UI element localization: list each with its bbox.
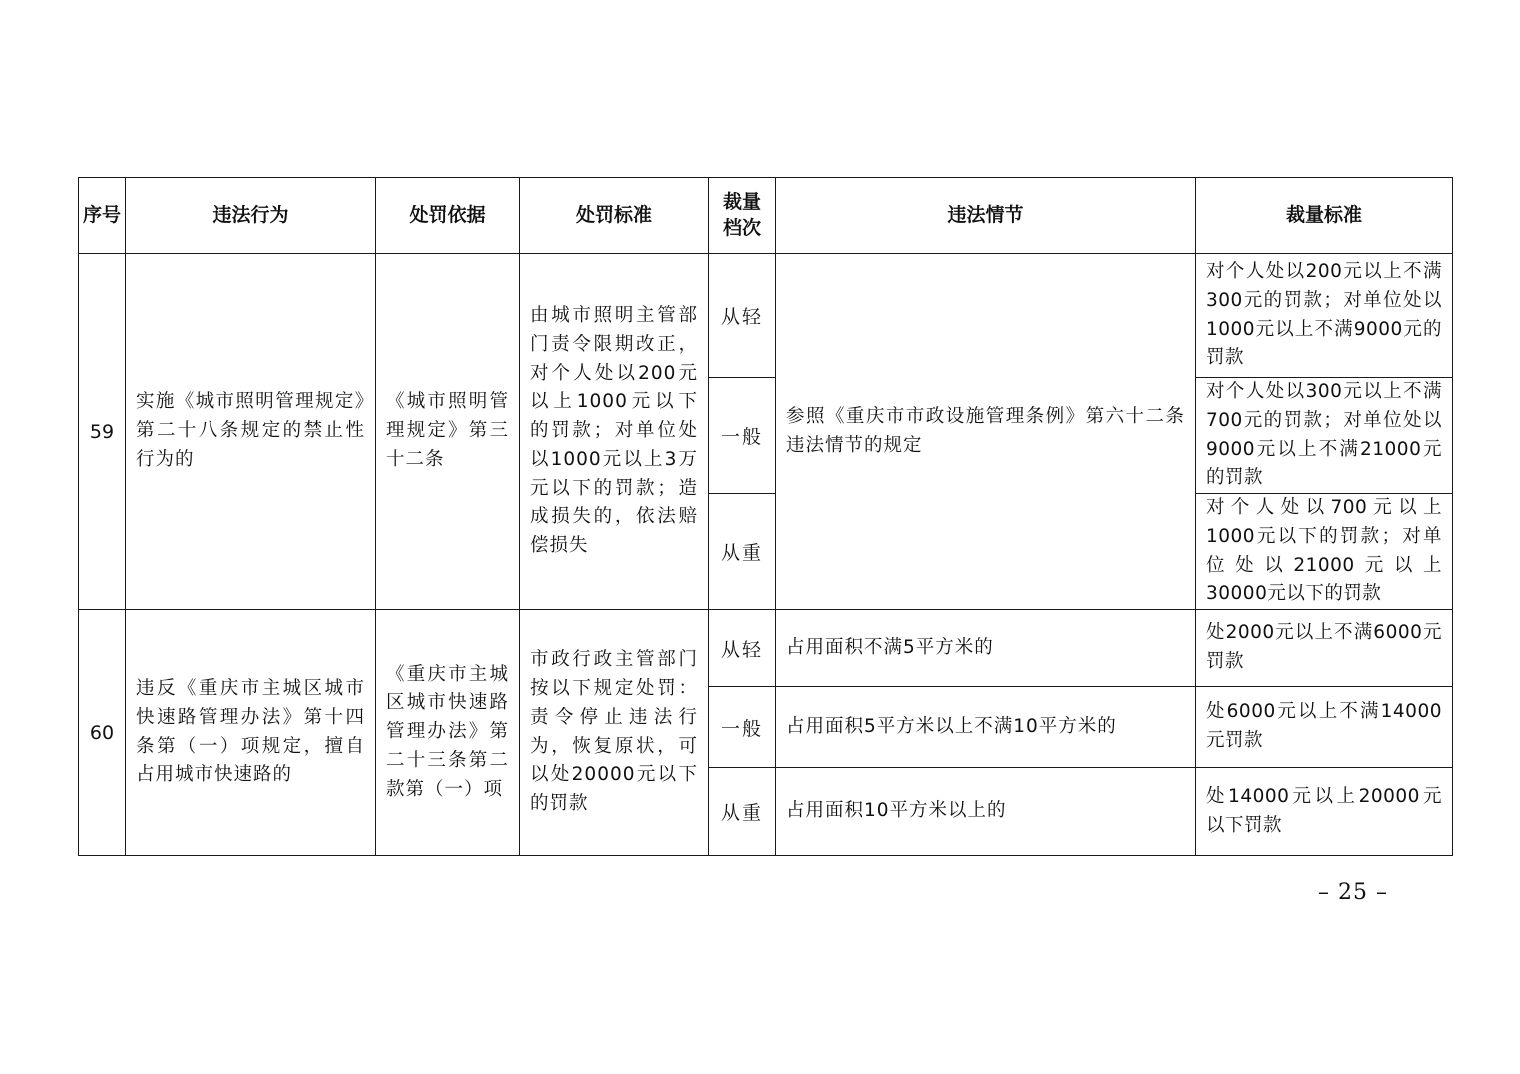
row-seq: 59	[79, 254, 126, 610]
criterion-lenient: 处2000元以上不满6000元罚款	[1196, 610, 1453, 687]
criterion-severe: 对个人处以700元以上1000元以下的罚款；对单位处以21000元以上30000元以下的罚款	[1196, 494, 1453, 610]
criterion-normal: 对个人处以300元以上不满700元的罚款；对单位处以9000元以上不满21000元的罚款	[1196, 378, 1453, 494]
penalty-discretion-table	[78, 177, 1453, 856]
row-penalty-standard: 市政行政主管部门按以下规定处罚：责令停止违法行为，恢复原状，可以处20000元以下的罚款	[520, 610, 709, 856]
level-normal: 一般	[709, 687, 776, 768]
header-discretion-level: 裁量档次	[709, 178, 776, 254]
criterion-normal: 处6000元以上不满14000元罚款	[1196, 687, 1453, 768]
header-penalty-standard: 处罚标准	[520, 178, 709, 254]
level-normal: 一般	[709, 378, 776, 494]
row-circumstance: 参照《重庆市市政设施管理条例》第六十二条违法情节的规定	[776, 254, 1196, 610]
table-header-row	[79, 178, 1453, 254]
row-violation: 实施《城市照明管理规定》第二十八条规定的禁止性行为的	[126, 254, 376, 610]
circumstance-severe: 占用面积10平方米以上的	[776, 768, 1196, 856]
page-number: – 25 –	[1318, 880, 1388, 905]
circumstance-lenient: 占用面积不满5平方米的	[776, 610, 1196, 687]
table-row	[79, 254, 1453, 378]
header-violation: 违法行为	[126, 178, 376, 254]
level-lenient: 从轻	[709, 254, 776, 378]
header-discretion-standard: 裁量标准	[1196, 178, 1453, 254]
table-row	[79, 610, 1453, 687]
header-basis: 处罚依据	[376, 178, 520, 254]
level-severe: 从重	[709, 494, 776, 610]
circumstance-normal: 占用面积5平方米以上不满10平方米的	[776, 687, 1196, 768]
criterion-severe: 处14000元以上20000元以下罚款	[1196, 768, 1453, 856]
header-circumstance: 违法情节	[776, 178, 1196, 254]
header-seq: 序号	[79, 178, 126, 254]
row-violation: 违反《重庆市主城区城市快速路管理办法》第十四条第（一）项规定，擅自占用城市快速路的	[126, 610, 376, 856]
level-lenient: 从轻	[709, 610, 776, 687]
row-basis: 《城市照明管理规定》第三十二条	[376, 254, 520, 610]
row-seq: 60	[79, 610, 126, 856]
row-penalty-standard: 由城市照明主管部门责令限期改正，对个人处以200元以上1000元以下的罚款；对单位处以1000元以上3万元以下的罚款；造成损失的，依法赔偿损失	[520, 254, 709, 610]
row-basis: 《重庆市主城区城市快速路管理办法》第二十三条第二款第（一）项	[376, 610, 520, 856]
level-severe: 从重	[709, 768, 776, 856]
criterion-lenient: 对个人处以200元以上不满300元的罚款；对单位处以1000元以上不满9000元的罚款	[1196, 254, 1453, 378]
